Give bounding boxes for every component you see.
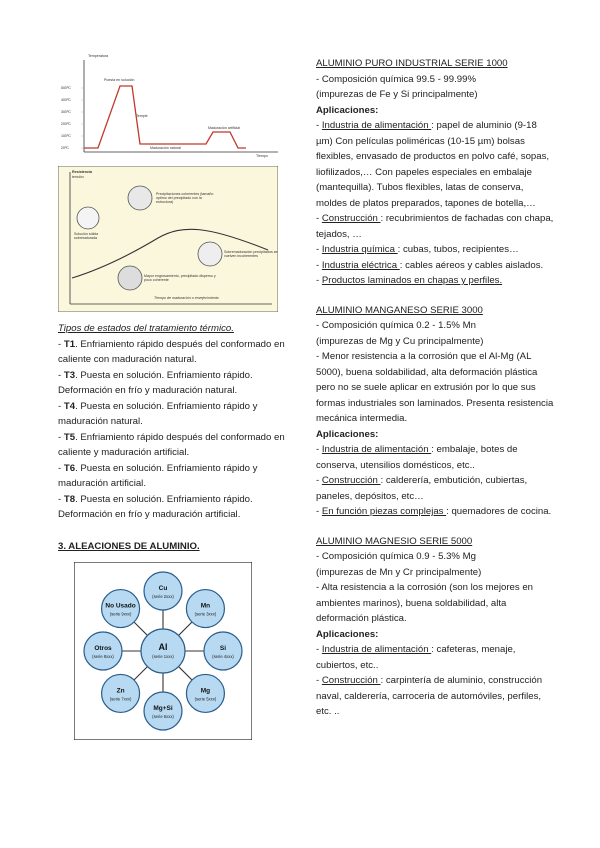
alloy-node-mn: [186, 590, 224, 628]
app-item: - Industria de alimentación : cafeteras, menaje, cubiertos, etc..: [316, 644, 516, 671]
app-name: Industria química: [321, 244, 398, 255]
applications-label: Aplicaciones:: [316, 628, 379, 640]
app-name: Construcción: [321, 475, 381, 486]
tempers-title: [58, 321, 290, 337]
alloy-node-mg: [186, 674, 224, 712]
app-item: - Construcción : calderería, embutición, cubiertas, paneles, depósitos, etc…: [316, 475, 528, 502]
alloy-serie: (serie 1xxx): [152, 654, 174, 659]
temper-text: . Puesta en solución. Enfriamiento rápido. Deformación en frío y maduración artificial.: [58, 493, 253, 520]
fig1-tick: 100ºC: [61, 134, 71, 138]
series-3000-title: ALUMINIO MANGANESO SERIE 3000: [316, 304, 483, 316]
app-text: : papel de aluminio (9-18 µm) Con películas poliméricas (10-15 µm) bolsas flexibles, envasado de productos en polvo café, sopas, liofilizados,… Con papeles especiales en embalaje (mantequilla). Tubos flexibles, latas de conserva, moldes de platos preparados, tapones de botella,…: [316, 120, 550, 209]
alloy-serie: (serie 6xxx): [152, 714, 174, 719]
fig1-tick: 500ºC: [61, 86, 71, 90]
app-name: Industria de alimentación: [321, 644, 432, 655]
alloy-name: Mg: [200, 687, 211, 695]
tempers-title-text: Tipos de estados del tratamiento térmico.: [58, 323, 234, 334]
temper-code: T1: [63, 338, 76, 350]
alloy-node-no-usado: [102, 590, 140, 628]
app-name: Industria eléctrica: [321, 259, 400, 271]
temper-text: . Puesta en solución. Enfriamiento rápido. Deformación en frío y maduración natural.: [58, 369, 253, 396]
fig2-callout-coarsening: Mayor engrosamiento, precipitado disperso y poco coherente: [144, 274, 216, 282]
app-item: - Construcción : carpintería de aluminio, construcción naval, calderería, carroceria de automóviles, perfiles, etc. ..: [316, 675, 543, 717]
left-column: [58, 52, 290, 740]
item-dash: -: [58, 493, 64, 505]
fig1-tick: 20ºC: [61, 146, 69, 150]
fig2-y-axis-label: Resistencia: [72, 170, 92, 174]
microstructure-2: [128, 186, 152, 210]
app-name: Productos laminados en chapas y perfiles.: [321, 275, 503, 286]
app-item: - En función piezas complejas : quemadores de cocina.: [316, 506, 552, 517]
item-dash: -: [58, 431, 64, 443]
temper-item: [58, 430, 290, 461]
temper-text: . Enfriamiento rápido después del conformado en caliente y maduración artificial.: [58, 431, 285, 458]
app-item: - Industria de alimentación : papel de aluminio (9-18 µm) Con películas poliméricas (10-15 µm) bolsas flexibles, envasado de productos en polvo café, sopas, liofilizados,… Con papeles especiales en embalaje (mantequilla). Tubos flexibles, latas de conserva, moldes de platos preparados, tapones de botella,…: [316, 120, 550, 209]
alloy-name: Al: [158, 642, 168, 652]
temper-item: [58, 461, 290, 492]
alloy-node-otros: [84, 632, 122, 670]
app-text: : calderería, embutición, cubiertas, paneles, depósitos, etc…: [316, 475, 528, 502]
app-name: En función piezas complejas: [321, 506, 447, 517]
microstructure-3: [198, 242, 222, 266]
temper-item: [58, 337, 290, 368]
fig2-x-axis-label: Tiempo de maduración o envejecimiento: [154, 296, 219, 300]
alloy-node-mg-si: [144, 692, 182, 730]
fig1-artificial-label: Maduración artificial: [208, 126, 240, 130]
alloy-name: Mg+Si: [153, 705, 173, 712]
alloy-name: No Usado: [105, 602, 136, 610]
temper-text: . Puesta en solución. Enfriamiento rápido y maduración artificial.: [58, 462, 258, 489]
fig1-tick: 200ºC: [61, 122, 71, 126]
alloy-node-al: [141, 629, 185, 673]
app-item: - Industria química : cubas, tubos, recipientes…: [316, 244, 519, 255]
fig1-tick: 400ºC: [61, 98, 71, 102]
app-name: Industria de alimentación: [321, 444, 432, 455]
app-text: : cables aéreos y cables aislados.: [399, 259, 544, 271]
section-heading: 3. ALEACIONES DE ALUMINIO.: [58, 540, 200, 552]
fig2-callout-coherent: Precipitaciones coherentes (tamaño óptimo del precipitado con la estructura): [156, 192, 214, 204]
alloy-serie: (serie 3xxx): [194, 611, 217, 617]
series-1000-composition: - Composición química 99.5 - 99.99%: [316, 73, 476, 85]
aging-curve-chart: [58, 166, 278, 312]
app-text: : embalaje, botes de conserva, utensilios domésticos, etc..: [316, 444, 518, 471]
series-3000-impurities: (impurezas de Mg y Cu principalmente): [316, 335, 484, 347]
fig1-y-axis-label: Temperatura: [88, 54, 109, 58]
series-1000-impurities: (impurezas de Fe y Si principalmente): [316, 89, 478, 100]
series-3000-composition: - Composición química 0.2 - 1.5% Mn: [316, 320, 476, 331]
temper-item: [58, 368, 290, 399]
temper-text: . Puesta en solución. Enfriamiento rápido y maduración natural.: [58, 400, 258, 427]
microstructure-4: [118, 266, 142, 290]
alloy-serie: (serie 5xxx): [194, 696, 217, 702]
temper-code: T3: [63, 369, 76, 381]
fig2-callout-solution: Solución sólida sobresaturada: [74, 232, 99, 240]
app-text: : cubas, tubos, recipientes…: [397, 244, 519, 255]
alloy-node-si: [204, 632, 242, 670]
alloy-node-cu: [144, 572, 182, 610]
applications-label: Aplicaciones:: [316, 428, 379, 440]
alloy-name: Cu: [158, 585, 168, 592]
series-5000-title: ALUMINIO MAGNESIO SERIE 5000: [316, 535, 473, 547]
series-5000-description: - Alta resistencia a la corrosión (son los mejores en ambientes marinos), buena soldabilidad, alta deformación plástica.: [316, 582, 534, 624]
temper-code: T5: [63, 431, 76, 443]
temperature-curve: [84, 86, 246, 148]
right-column: [316, 56, 556, 720]
series-5000-composition: - Composición química 0.9 - 5.3% Mg: [316, 551, 476, 562]
alloy-name: Si: [219, 645, 227, 652]
app-name: Industria de alimentación: [321, 120, 432, 131]
app-name: Construcción: [321, 213, 381, 224]
temperature-time-svg: [58, 52, 280, 160]
temper-item: [58, 492, 290, 523]
temper-code: T8: [63, 493, 76, 505]
fig1-natural-label: Maduración natural: [150, 146, 181, 150]
app-item: - Construcción : recubrimientos de fachadas con chapa, tejados, …: [316, 213, 554, 240]
temper-text: . Enfriamiento rápido después del conformado en caliente con maduración natural.: [58, 338, 285, 365]
app-item: - Industria de alimentación : embalaje, botes de conserva, utensilios domésticos, etc..: [316, 444, 518, 471]
alloy-serie: (serie 9xxx): [109, 611, 132, 617]
alloy-name: Mn: [200, 602, 211, 610]
app-name: Construcción: [321, 675, 381, 686]
series-5000-impurities: (impurezas de Mn y Cr principalmente): [316, 566, 482, 578]
fig1-solution-label: Puesta en solución: [104, 78, 135, 82]
temper-code: T6: [63, 462, 76, 474]
item-dash: -: [58, 369, 64, 381]
alloy-serie: (serie 7xxx): [109, 696, 132, 702]
alloy-name: Otros: [94, 645, 112, 652]
app-text: : recubrimientos de fachadas con chapa, tejados, …: [316, 213, 554, 240]
alloy-name: Zn: [116, 687, 125, 695]
fig1-x-axis-label: Tiempo: [256, 154, 268, 158]
temper-code: T4: [63, 400, 76, 412]
series-1000-title: ALUMINIO PURO INDUSTRIAL SERIE 1000: [316, 58, 508, 69]
app-text: : quemadores de cocina.: [446, 506, 552, 517]
alloy-serie: (serie 8xxx): [92, 654, 114, 659]
temperature-time-chart: [58, 52, 280, 160]
temper-item: [58, 399, 290, 430]
alloy-serie: (serie 4xxx): [212, 654, 234, 659]
microstructure-1: [77, 207, 99, 229]
alloy-serie: (serie 2xxx): [152, 594, 174, 599]
fig1-quench-label: Temple: [136, 114, 148, 118]
item-dash: -: [58, 462, 64, 474]
series-3000-description: - Menor resistencia a la corrosión que el Al-Mg (AL 5000), buena soldabilidad, alta deformación plástica pero no se suele aplicar en extrusión por lo que sus formas industriales son laminados. Presenta resistencia mecánica intermedia.: [316, 351, 554, 424]
item-dash: -: [58, 400, 64, 412]
fig2-y-axis-label2: tensión: [72, 175, 84, 179]
alloy-series-diagram: [74, 562, 252, 740]
fig2-callout-overaging: Sobremaduración precipitados se vuelven incoherentes: [224, 250, 278, 258]
app-item: - Productos laminados en chapas y perfiles.: [316, 275, 503, 286]
app-text: : carpintería de aluminio, construcción naval, calderería, carroceria de automóviles, perfiles, etc. ..: [316, 675, 543, 717]
app-text: : cafeteras, menaje, cubiertos, etc..: [316, 644, 516, 671]
applications-label: Aplicaciones:: [316, 104, 379, 116]
fig1-tick: 300ºC: [61, 110, 71, 114]
app-item: - Industria eléctrica : cables aéreos y cables aislados.: [316, 259, 544, 271]
alloy-diagram-svg: [74, 562, 252, 740]
item-dash: -: [58, 338, 64, 350]
alloy-node-zn: [102, 674, 140, 712]
